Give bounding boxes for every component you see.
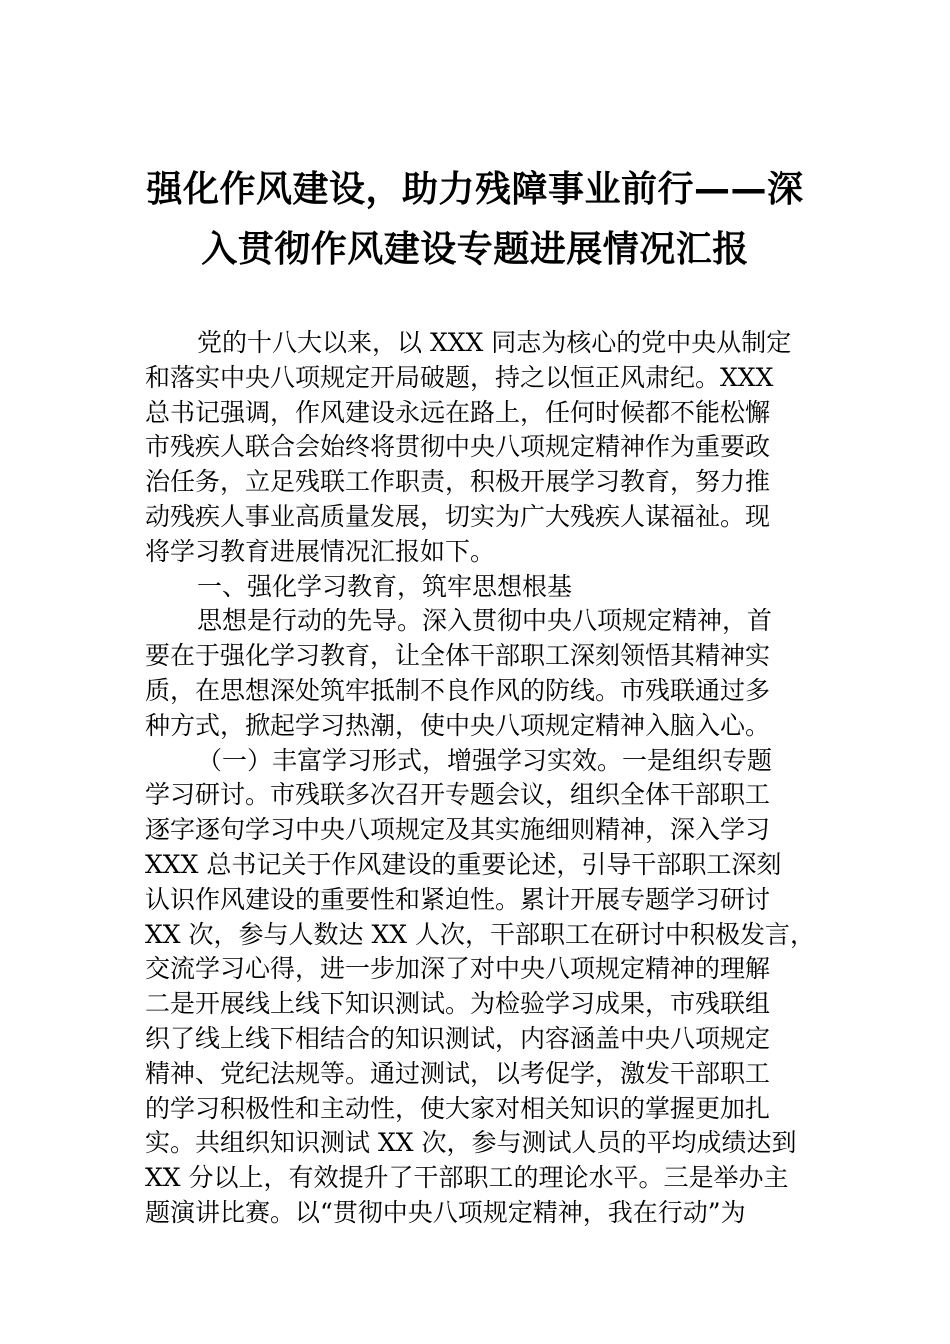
body-line: 织了线上线下相结合的知识测试，内容涵盖中央八项规定 [145,1023,771,1053]
body-line: 种方式，掀起学习热潮，使中央八项规定精神入脑入心。 [145,710,771,740]
title-line: 入贯彻作风建设专题进展情况汇报 [201,229,749,270]
body-line: 交流学习心得，进一步加深了对中央八项规定精神的理解 [145,954,771,984]
body-line: 学习研讨。市残联多次召开专题会议，组织全体干部职工 [145,780,771,810]
body-line: 认识作风建设的重要性和紧迫性。累计开展专题学习研讨 [145,884,771,914]
body-line: 思想是行动的先导。深入贯彻中央八项规定精神，首 [197,606,773,636]
document-body [145,326,816,1231]
body-line: 动残疾人事业高质量发展，切实为广大残疾人谋福祉。现 [145,501,771,531]
body-line: 精神、党纪法规等。通过测试，以考促学，激发干部职工 [145,1058,771,1088]
body-line: 一、强化学习教育，筑牢思想根基 [197,571,573,601]
body-line: 的学习积极性和主动性，使大家对相关知识的掌握更加扎 [145,1093,771,1123]
title-line: 强化作风建设，助力残障事业前行——深 [146,169,804,210]
body-line: 市残疾人联合会始终将贯彻中央八项规定精神作为重要政 [145,432,771,462]
body-line: （一）丰富学习形式，增强学习实效。一是组织专题 [197,745,773,775]
body-line: 治任务，立足残联工作职责，积极开展学习教育，努力推 [145,467,771,497]
body-line: XXX 总书记关于作风建设的重要论述，引导干部职工深刻 [145,849,782,879]
body-line: 将学习教育进展情况汇报如下。 [145,536,496,566]
body-line: 题演讲比赛。以“贯彻中央八项规定精神，我在行动”为 [145,1197,746,1227]
body-line: 要在于强化学习教育，让全体干部职工深刻领悟其精神实 [145,641,771,671]
document-title [140,160,810,280]
body-line: 党的十八大以来，以 XXX 同志为核心的党中央从制定 [197,328,792,357]
body-line: 和落实中央八项规定开局破题，持之以恒正风肃纪。XXX [145,362,774,392]
body-line: 质，在思想深处筑牢抵制不良作风的防线。市残联通过多 [145,675,771,705]
body-line: 实。共组织知识测试 XX 次，参与测试人员的平均成绩达到 [145,1128,797,1158]
body-line: XX 次，参与人数达 XX 人次，干部职工在研讨中积极发言， [145,919,816,949]
body-line: XX 分以上，有效提升了干部职工的理论水平。三是举办主 [145,1163,789,1193]
body-line: 总书记强调，作风建设永远在路上，任何时候都不能松懈 [145,397,771,427]
body-line: 二是开展线上线下知识测试。为检验学习成果，市残联组 [145,989,771,1019]
body-line: 逐字逐句学习中央八项规定及其实施细则精神，深入学习 [145,815,771,845]
